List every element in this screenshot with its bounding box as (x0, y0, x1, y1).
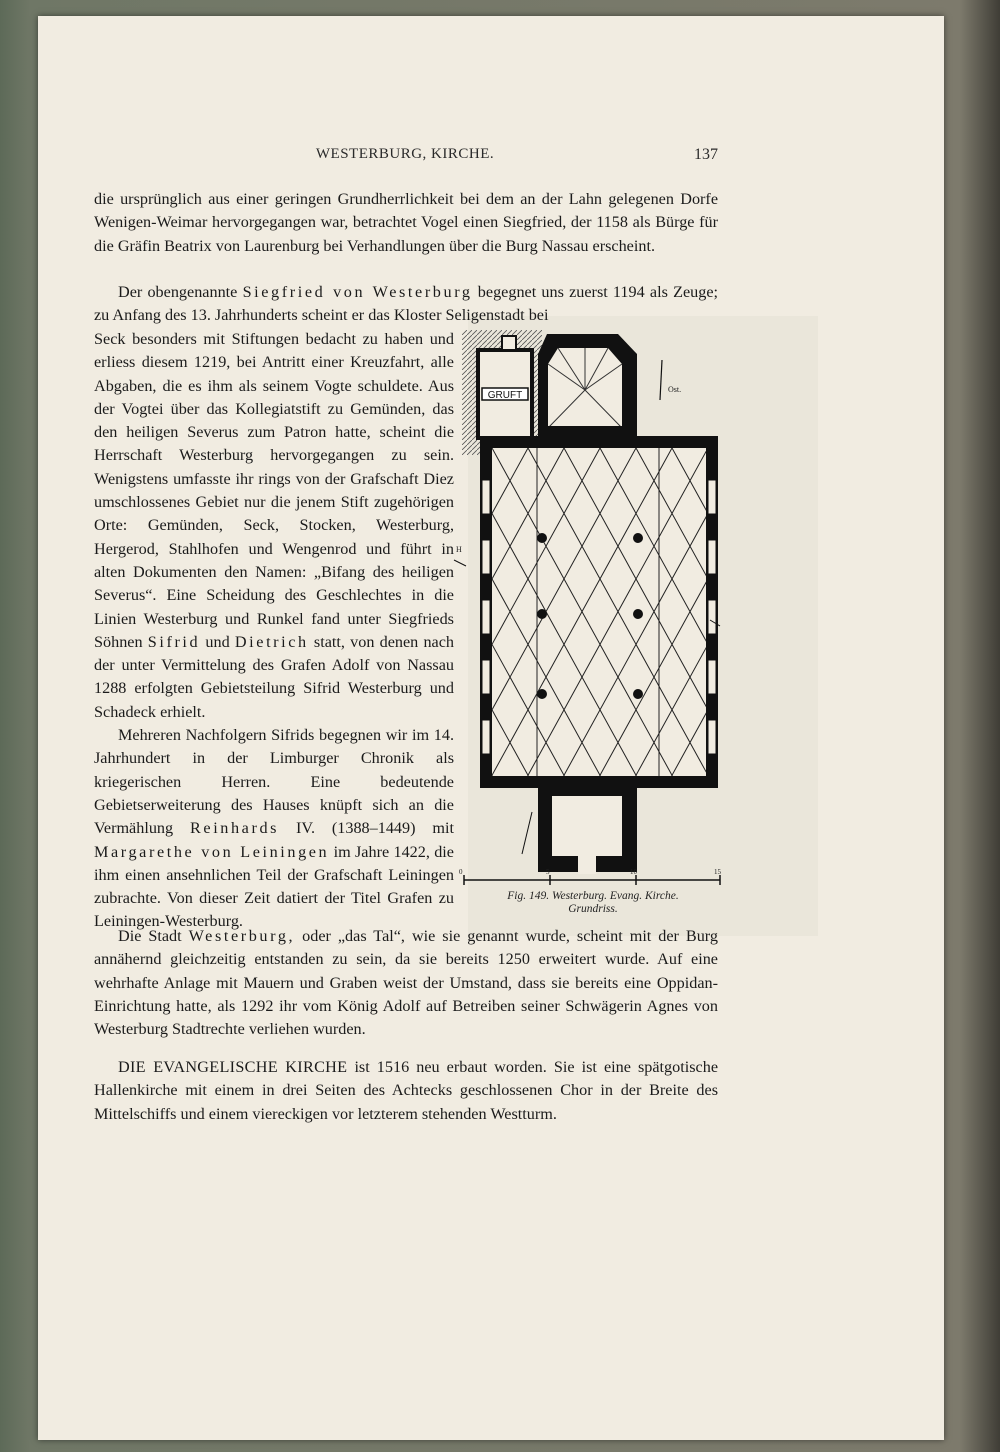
running-header (92, 146, 718, 168)
text-run: begegnet uns zuerst 1194 als Zeuge; zu Anfang des 13. Jahrhunderts scheint er das Kloster Seligenstadt bei (94, 283, 719, 325)
window-opening (482, 720, 490, 754)
window-opening (482, 600, 490, 634)
pillar (633, 689, 643, 699)
crypt-niche (502, 336, 516, 350)
nave-interior (492, 448, 706, 776)
paragraph-2-continued (94, 328, 454, 724)
window-opening (482, 660, 490, 694)
emphasized-name: Sifrid (147, 632, 201, 651)
emphasized-name: Margarethe von Leiningen (94, 842, 330, 861)
paragraph-beside-figure (94, 328, 454, 934)
paragraph-2-start (94, 281, 718, 328)
paragraph-church (94, 1056, 718, 1126)
orientation-arrow (660, 360, 662, 400)
figure-caption (462, 890, 724, 916)
text-run: Mehreren Nachfolgern Sifrids begegnen wir im 14. Jahrhundert in der Limburger Chronik als kriegerischen Herren. Eine bedeutende Gebietserweiterung des Hauses knüpft sich an die Vermählung (94, 726, 454, 838)
text-run: und (205, 632, 230, 651)
crypt-label: GRUFT (487, 390, 523, 401)
text-run: Seck besonders mit Stiftungen bedacht zu haben und erliess diesem 1219, bei Antritt einer Kreuzfahrt, alle Abgaben, die es ihm als seinem Vogte schuldete. Aus der Vogtei über das Kollegiatstift zu Gemünden, das den heiligen Severus zum Patron hatte, scheint die Herrschaft Westerburg hervorgegangen zu sein. Wenigstens umfasste ihr rings von der Grafschaft Diez umschlossenes Gebiet nur die jenem Stift zugehörigen Orte: Gemünden, Seck, Stocken, Westerburg, Hergerod, Stahlhofen und Wengenrod und führt in alten Dokumenten den Namen: „Bifang des heiligen Severus“. Eine Scheidung des Geschlechtes in die Linien Westerburg und Runkel fand unter Siegfrieds Söhnen (94, 330, 454, 651)
scale-tick-15: 15 (714, 868, 721, 876)
text-run: im Jahre 1422, die ihm einen ansehnlichen Teil der Grafschaft Leiningen zubrachte. Von dieser Zeit datiert der Titel Grafen zu Leiningen-Westerburg. (94, 842, 454, 931)
text-run: ist 1516 neu erbaut worden. Sie ist eine spätgotische Hallenkirche mit einem in drei Seiten des Achtecks geschlossenen Chor in der Breite des Mittelschiffs und einem viereckigen vor letzterem stehenden Westturm. (94, 1058, 719, 1123)
scale-tick-0: 0 (459, 868, 463, 876)
pillar (537, 533, 547, 543)
window-opening (708, 540, 716, 574)
section-mark-label: H (456, 545, 462, 554)
scale-tick-10: 10 (630, 868, 637, 876)
paragraph-origins (94, 188, 718, 258)
scale-bar (464, 875, 720, 885)
emphasized-name: Siegfried von Westerburg (242, 283, 473, 301)
running-title: WESTERBURG, KIRCHE. (315, 146, 495, 162)
floor-plan-drawing (456, 330, 724, 890)
text-run: statt, von denen nach der unter Vermittelung des Grafen Adolf von Nassau 1288 erfolgten Gebietsteilung Sifrid Westerburg und Schadeck erhielt. (94, 632, 454, 721)
text-run: Der obengenannte (118, 283, 238, 301)
emphasized-name: Reinhards (190, 819, 280, 838)
paragraph-siegfried-intro (94, 281, 718, 328)
window-opening (708, 480, 716, 514)
text-run: IV. (1388–1449) mit (295, 819, 454, 838)
paragraph-5 (94, 1056, 718, 1126)
window-opening (708, 600, 716, 634)
west-tower-interior (552, 796, 622, 856)
paragraph-4 (94, 925, 718, 1041)
emphasized-name: Dietrich (234, 632, 309, 651)
page-number: 137 (694, 146, 718, 163)
text-run: Die Stadt (118, 927, 182, 945)
window-opening (482, 480, 490, 514)
figure-floor-plan (456, 330, 724, 930)
caption-line-1: Fig. 149. Westerburg. Evang. Kirche. (507, 890, 679, 902)
section-mark-line-bottom (522, 812, 532, 854)
pillar (537, 689, 547, 699)
text-run: oder „das Tal“, wie sie genannt wurde, scheint mit der Burg annähernd gleichzeitig entstanden zu sein, da sie bereits 1250 erweitert wurde. Auf eine wehrhafte Anlage mit Mauern und Graben weist der Umstand, dass sie bereits eine Oppidan-Einrichtung hatte, als 1292 ihr vom König Adolf auf Betreiben seiner Schwägerin Agnes von Westerburg Stadtrechte verliehen wurden. (94, 927, 718, 1039)
paragraph-1: die ursprünglich aus einer geringen Grundherrlichkeit bei dem an der Lahn gelegenen Dorfe Wenigen-Weimar hervorgegangen war, betrachtet Vogel einen Siegfried, der 1158 als Bürge für die Gräfin Beatrix von Laurenburg bei Verhandlungen über die Burg Nassau erscheint. (94, 190, 718, 255)
window-opening (708, 720, 716, 754)
paragraph-3 (94, 724, 454, 934)
paragraph-town (94, 925, 718, 1041)
tower-entrance (578, 856, 596, 874)
window-opening (708, 660, 716, 694)
orientation-label: Ost. (668, 385, 682, 394)
emphasized-name: Westerburg, (188, 927, 296, 945)
caption-line-2: Grundriss. (568, 903, 618, 915)
window-opening (482, 540, 490, 574)
pillar (633, 609, 643, 619)
pillar (633, 533, 643, 543)
scale-tick-5: 5 (546, 868, 550, 876)
pillar (537, 609, 547, 619)
section-heading-caps: DIE EVANGELISCHE KIRCHE (118, 1058, 348, 1076)
